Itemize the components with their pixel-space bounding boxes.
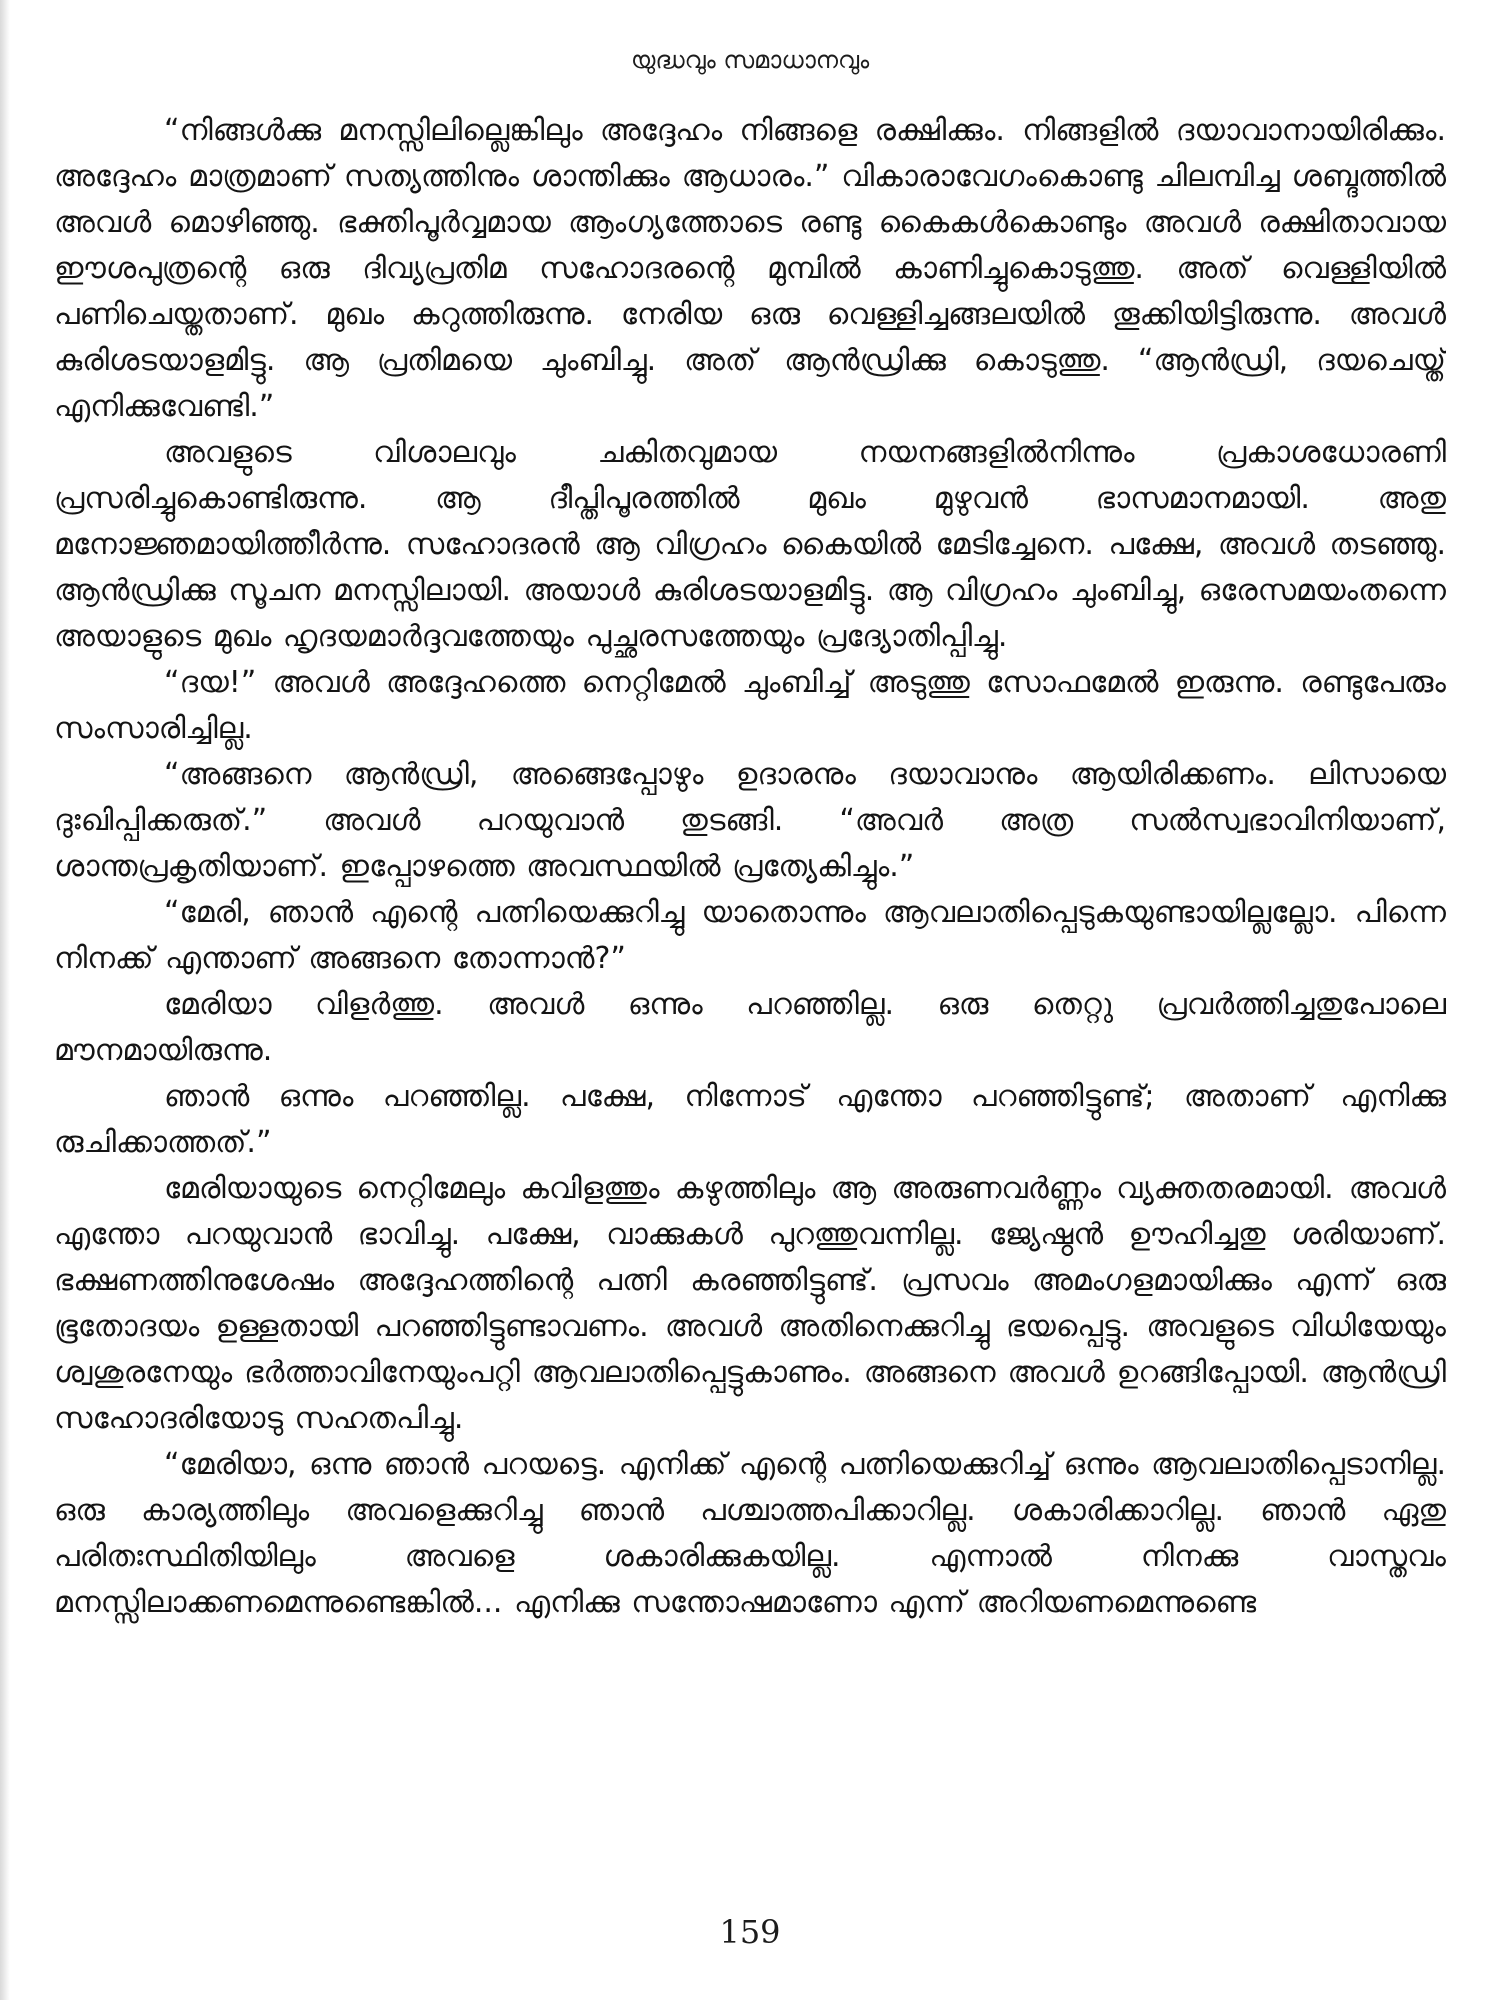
paragraph: “അങ്ങനെ ആൻഡ്രി, അങ്ങെപ്പോഴും ഉദാരനും ദയാവാനും ആയിരിക്കണം. ലിസായെ ദുഃഖിപ്പിക്കരുത്.” അവൾ പറയുവാൻ തുടങ്ങി. “അവർ അത്ര സൽസ്വഭാവിനിയാണ്, ശാന്തപ്രകൃതിയാണ്. ഇപ്പോഴത്തെ അവസ്ഥയിൽ പ്രത്യേകിച്ചും.” — [54, 757, 1446, 884]
body-text — [54, 108, 1446, 1868]
paragraph: “മേരിയാ, ഒന്നു ഞാൻ പറയട്ടെ. എനിക്ക് എന്റെ പത്നിയെക്കുറിച്ച് ഒന്നും ആവലാതിപ്പെടാനില്ല. ഒരു കാര്യത്തിലും അവളെക്കുറിച്ചു ഞാൻ പശ്ചാത്തപിക്കാറില്ല. ശകാരിക്കാറില്ല. ഞാൻ ഏതു പരിതഃസ്ഥിതിയിലും അവളെ ശകാരിക്കുകയില്ല. എന്നാൽ നിനക്കു വാസ്തവം മനസ്സിലാക്കണമെന്നുണ്ടെങ്കിൽ... എനിക്കു സന്തോഷമാണോ എന്ന് അറിയണമെന്നുണ്ടെ — [54, 1447, 1446, 1620]
paragraph: അവളുടെ വിശാലവും ചകിതവുമായ നയനങ്ങളിൽനിന്നും പ്രകാശധോരണി പ്രസരിച്ചുകൊണ്ടിരുന്നു. ആ ദീപ്തിപൂരത്തിൽ മുഖം മുഴുവൻ ഭാസമാനമായി. അതു മനോജ്ഞമായിത്തീർന്നു. സഹോദരൻ ആ വിഗ്രഹം കൈയിൽ മേടിച്ചേനെ. പക്ഷേ, അവൾ തടഞ്ഞു. ആൻഡ്രിക്കു സൂചന മനസ്സിലായി. അയാൾ കുരിശടയാളമിട്ടു. ആ വിഗ്രഹം ചുംബിച്ചു, ഒരേസമയംതന്നെ അയാളുടെ മുഖം ഹൃദയമാർദ്ദവത്തേയും പുച്ഛരസത്തേയും പ്രദ്യോതിപ്പിച്ചു. — [54, 435, 1446, 654]
paragraph: മേരിയായുടെ നെറ്റിമേലും കവിളത്തും കഴുത്തിലും ആ അരുണവർണ്ണം വ്യക്തതരമായി. അവൾ എന്തോ പറയുവാൻ ഭാവിച്ചു. പക്ഷേ, വാക്കുകൾ പുറത്തുവന്നില്ല. ജ്യേഷ്ഠൻ ഊഹിച്ചതു ശരിയാണ്. ഭക്ഷണത്തിനുശേഷം അദ്ദേഹത്തിന്റെ പത്നി കരഞ്ഞിട്ടുണ്ട്. പ്രസവം അമംഗളമായിക്കും എന്ന് ഒരു ഭൂതോദയം ഉള്ളതായി പറഞ്ഞിട്ടുണ്ടാവണം. അവൾ അതിനെക്കുറിച്ചു ഭയപ്പെട്ടു. അവളുടെ വിധിയേയും ശ്വശുരനേയും ഭർത്താവിനേയുംപറ്റി ആവലാതിപ്പെട്ടുകാണും. അങ്ങനെ അവൾ ഉറങ്ങിപ്പോയി. ആൻഡ്രി സഹോദരിയോടു സഹതപിച്ചു. — [54, 1171, 1446, 1436]
paragraph: “ദയ!” അവൾ അദ്ദേഹത്തെ നെറ്റിമേൽ ചുംബിച്ച് അടുത്തു സോഫമേൽ ഇരുന്നു. രണ്ടുപേരും സംസാരിച്ചില്ല. — [54, 665, 1446, 746]
paragraph: മേരിയാ വിളർത്തു. അവൾ ഒന്നും പറഞ്ഞില്ല. ഒരു തെറ്റു പ്രവർത്തിച്ചതുപോലെ മൗനമായിരുന്നു. — [54, 987, 1446, 1068]
paragraph: “മേരി, ഞാൻ എന്റെ പത്നിയെക്കുറിച്ചു യാതൊന്നും ആവലാതിപ്പെടുകയുണ്ടായില്ലല്ലോ. പിന്നെ നിനക്ക് എന്താണ് അങ്ങനെ തോന്നാൻ?” — [54, 895, 1446, 976]
paragraph: “നിങ്ങൾക്കു മനസ്സിലില്ലെങ്കിലും അദ്ദേഹം നിങ്ങളെ രക്ഷിക്കും. നിങ്ങളിൽ ദയാവാനായിരിക്കും. അദ്ദേഹം മാത്രമാണ് സത്യത്തിനും ശാന്തിക്കും ആധാരം.” വികാരാവേഗംകൊണ്ടു ചിലമ്പിച്ച ശബ്ദത്തിൽ അവൾ മൊഴിഞ്ഞു. ഭക്തിപൂർവ്വമായ ആംഗ്യത്തോടെ രണ്ടു കൈകൾകൊണ്ടും അവൾ രക്ഷിതാവായ ഈശപുത്രന്റെ ഒരു ദിവ്യപ്രതിമ സഹോദരന്റെ മുമ്പിൽ കാണിച്ചുകൊടുത്തു. അത് വെള്ളിയിൽ പണിചെയ്തതാണ്. മുഖം കറുത്തിരുന്നു. നേരിയ ഒരു വെള്ളിച്ചങ്ങലയിൽ തൂക്കിയിട്ടിരുന്നു. അവൾ കുരിശടയാളമിട്ടു. ആ പ്രതിമയെ ചുംബിച്ചു. അത് ആൻഡ്രിക്കു കൊടുത്തു. “ആൻഡ്രി, ദയചെയ്ത് എനിക്കുവേണ്ടി.” — [54, 113, 1446, 424]
page-number: 159 — [719, 1913, 781, 1951]
page-edge-shadow — [0, 0, 10, 2000]
running-header-title: യുദ്ധവും സമാധാനവും — [630, 46, 870, 74]
paragraph: ഞാൻ ഒന്നും പറഞ്ഞില്ല. പക്ഷേ, നിന്നോട് എന്തോ പറഞ്ഞിട്ടുണ്ട്; അതാണ് എനിക്കു രുചിക്കാത്തത്.” — [54, 1079, 1446, 1160]
